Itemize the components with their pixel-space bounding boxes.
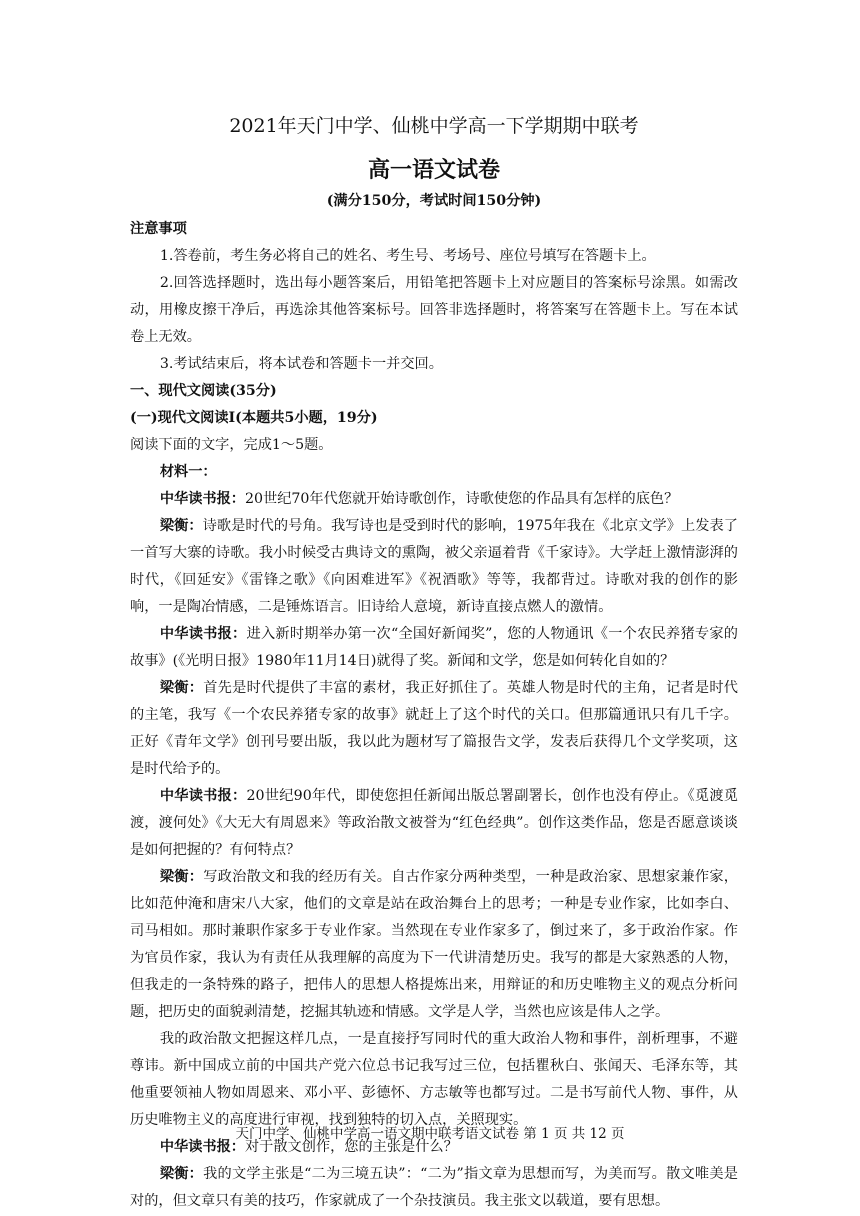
reading-instruction: 阅读下面的文字，完成1～5题。 (130, 437, 333, 453)
speaker: 梁衡： (159, 680, 204, 696)
interview-paragraph (130, 1026, 738, 1134)
notice-heading: 注意事项 (130, 221, 187, 237)
paragraph-text: 20世纪90年代，即使您担任新闻出版总署副署长，创作也没有停止。《觅渡觅渡，渡何处》《大无大有周恩来》等政治散文被誉为“红色经典”。创作这类作品，您是否愿意谈谈是如何把握的？有何特点？ (130, 788, 738, 858)
interview-paragraph (130, 864, 738, 1026)
paragraph-text: 诗歌是时代的号角。我写诗也是受到时代的影响，1975年我在《北京文学》上发表了一首写大寨的诗歌。我小时候受古典诗文的熏陶，被父亲逼着背《千家诗》。大学赶上激情澎湃的时代，《回延安》《雷锋之歌》《向困难进军》《祝酒歌》等等，我都背过。诗歌对我的创作的影响，一是陶冶情感，二是锤炼语言。旧诗给人意境，新诗直接点燃人的激情。 (130, 518, 738, 615)
paragraph-text: 写政治散文和我的经历有关。自古作家分两种类型，一种是政治家、思想家兼作家，比如范仲淹和唐宋八大家，他们的文章是站在政治舞台上的思考；一种是专业作家，比如李白、司马相如。那时兼职作家多于专业作家。当然现在专业作家多了，倒过来了，多于政治作家。作为官员作家，我认为有责任从我理解的高度为下一代讲清楚历史。我写的都是大家熟悉的人物，但我走的一条特殊的路子，把伟人的思想人格提炼出来，用辩证的和历史唯物主义的观点分析问题，把历史的面貌剥清楚，挖掘其轨迹和情感。文学是人学，当然也应该是伟人之学。 (130, 869, 738, 1020)
speaker: 梁衡： (159, 518, 203, 534)
interview-paragraph (130, 513, 738, 621)
paragraph-text: 20世纪70年代您就开始诗歌创作，诗歌使您的作品具有怎样的底色？ (244, 491, 679, 507)
paragraph-text: 对于散文创作，您的主张是什么？ (244, 1139, 458, 1155)
exam-title: 2021年天门中学、仙桃中学高一下学期期中联考 (229, 115, 639, 137)
notice-item-2: 2.回答选择题时，选出每小题答案后，用铅笔把答题卡上对应题目的答案标号涂黑。如需改动，用橡皮擦干净后，再选涂其他答案标号。回答非选择题时，将答案写在答题卡上。写在本试卷上无效。 (130, 275, 738, 345)
paper-title: 高一语文试卷 (367, 157, 500, 183)
score-time: (满分150分，考试时间150分钟) (326, 193, 542, 209)
paragraph-text: 我的政治散文把握这样几点，一是直接抒写同时代的重大政治人物和事件，剖析理事，不避尊讳。新中国成立前的中国共产党六位总书记我写过三位，包括瞿秋白、张闻天、毛泽东等，其他重要领袖人物如周恩来、邓小平、彭德怀、方志敏等也都写过。二是书写前代人物、事件，从历史唯物主义的高度进行审视，找到独特的切入点，关照现实。 (130, 1031, 738, 1128)
interview-paragraph (130, 621, 738, 675)
notice-item-3: 3.考试结束后，将本试卷和答题卡一并交回。 (159, 356, 443, 372)
interview-paragraph (130, 486, 738, 513)
speaker: 梁衡： (159, 869, 204, 885)
interview-paragraph (130, 1161, 738, 1215)
speaker: 中华读书报： (159, 491, 245, 507)
paragraph-text: 进入新时期举办第一次“全国好新闻奖”，您的人物通讯《一个农民养猪专家的故事》(《光明日报》1980年11月14日)就得了奖。新闻和文学，您是如何转化自如的？ (130, 626, 738, 669)
interview-paragraph (130, 675, 738, 783)
sub-section-heading: (一)现代文阅读Ⅰ(本题共5小题，19分) (130, 410, 378, 426)
page-footer: 天门中学、仙桃中学高一语文期中联考语文试卷 第 1 页 共 12 页 (235, 1126, 625, 1142)
interview-paragraph (130, 783, 738, 864)
speaker: 中华读书报： (159, 626, 247, 642)
speaker: 中华读书报： (159, 1139, 245, 1155)
notice-item-1: 1.答卷前，考生务必将自己的姓名、考生号、考场号、座位号填写在答题卡上。 (159, 248, 656, 264)
speaker: 梁衡： (159, 1166, 204, 1182)
speaker: 中华读书报： (159, 788, 247, 804)
material-label: 材料一： (159, 464, 217, 480)
paragraph-text: 我的文学主张是“二为三境五诀”：“二为”指文章为思想而写，为美而写。散文唯美是对的，但文章只有美的技巧，作家就成了一个杂技演员。我主张文以载道，要有思想。 (130, 1166, 738, 1209)
section-heading: 一、现代文阅读(35分) (130, 383, 277, 399)
paragraph-text: 首先是时代提供了丰富的素材，我正好抓住了。英雄人物是时代的主角，记者是时代的主笔，我写《一个农民养猪专家的故事》就赶上了这个时代的关口。但那篇通讯只有几千字。正好《青年文学》创刊号要出版，我以此为题材写了篇报告文学，发表后获得几个文学奖项，这是时代给予的。 (130, 680, 738, 777)
